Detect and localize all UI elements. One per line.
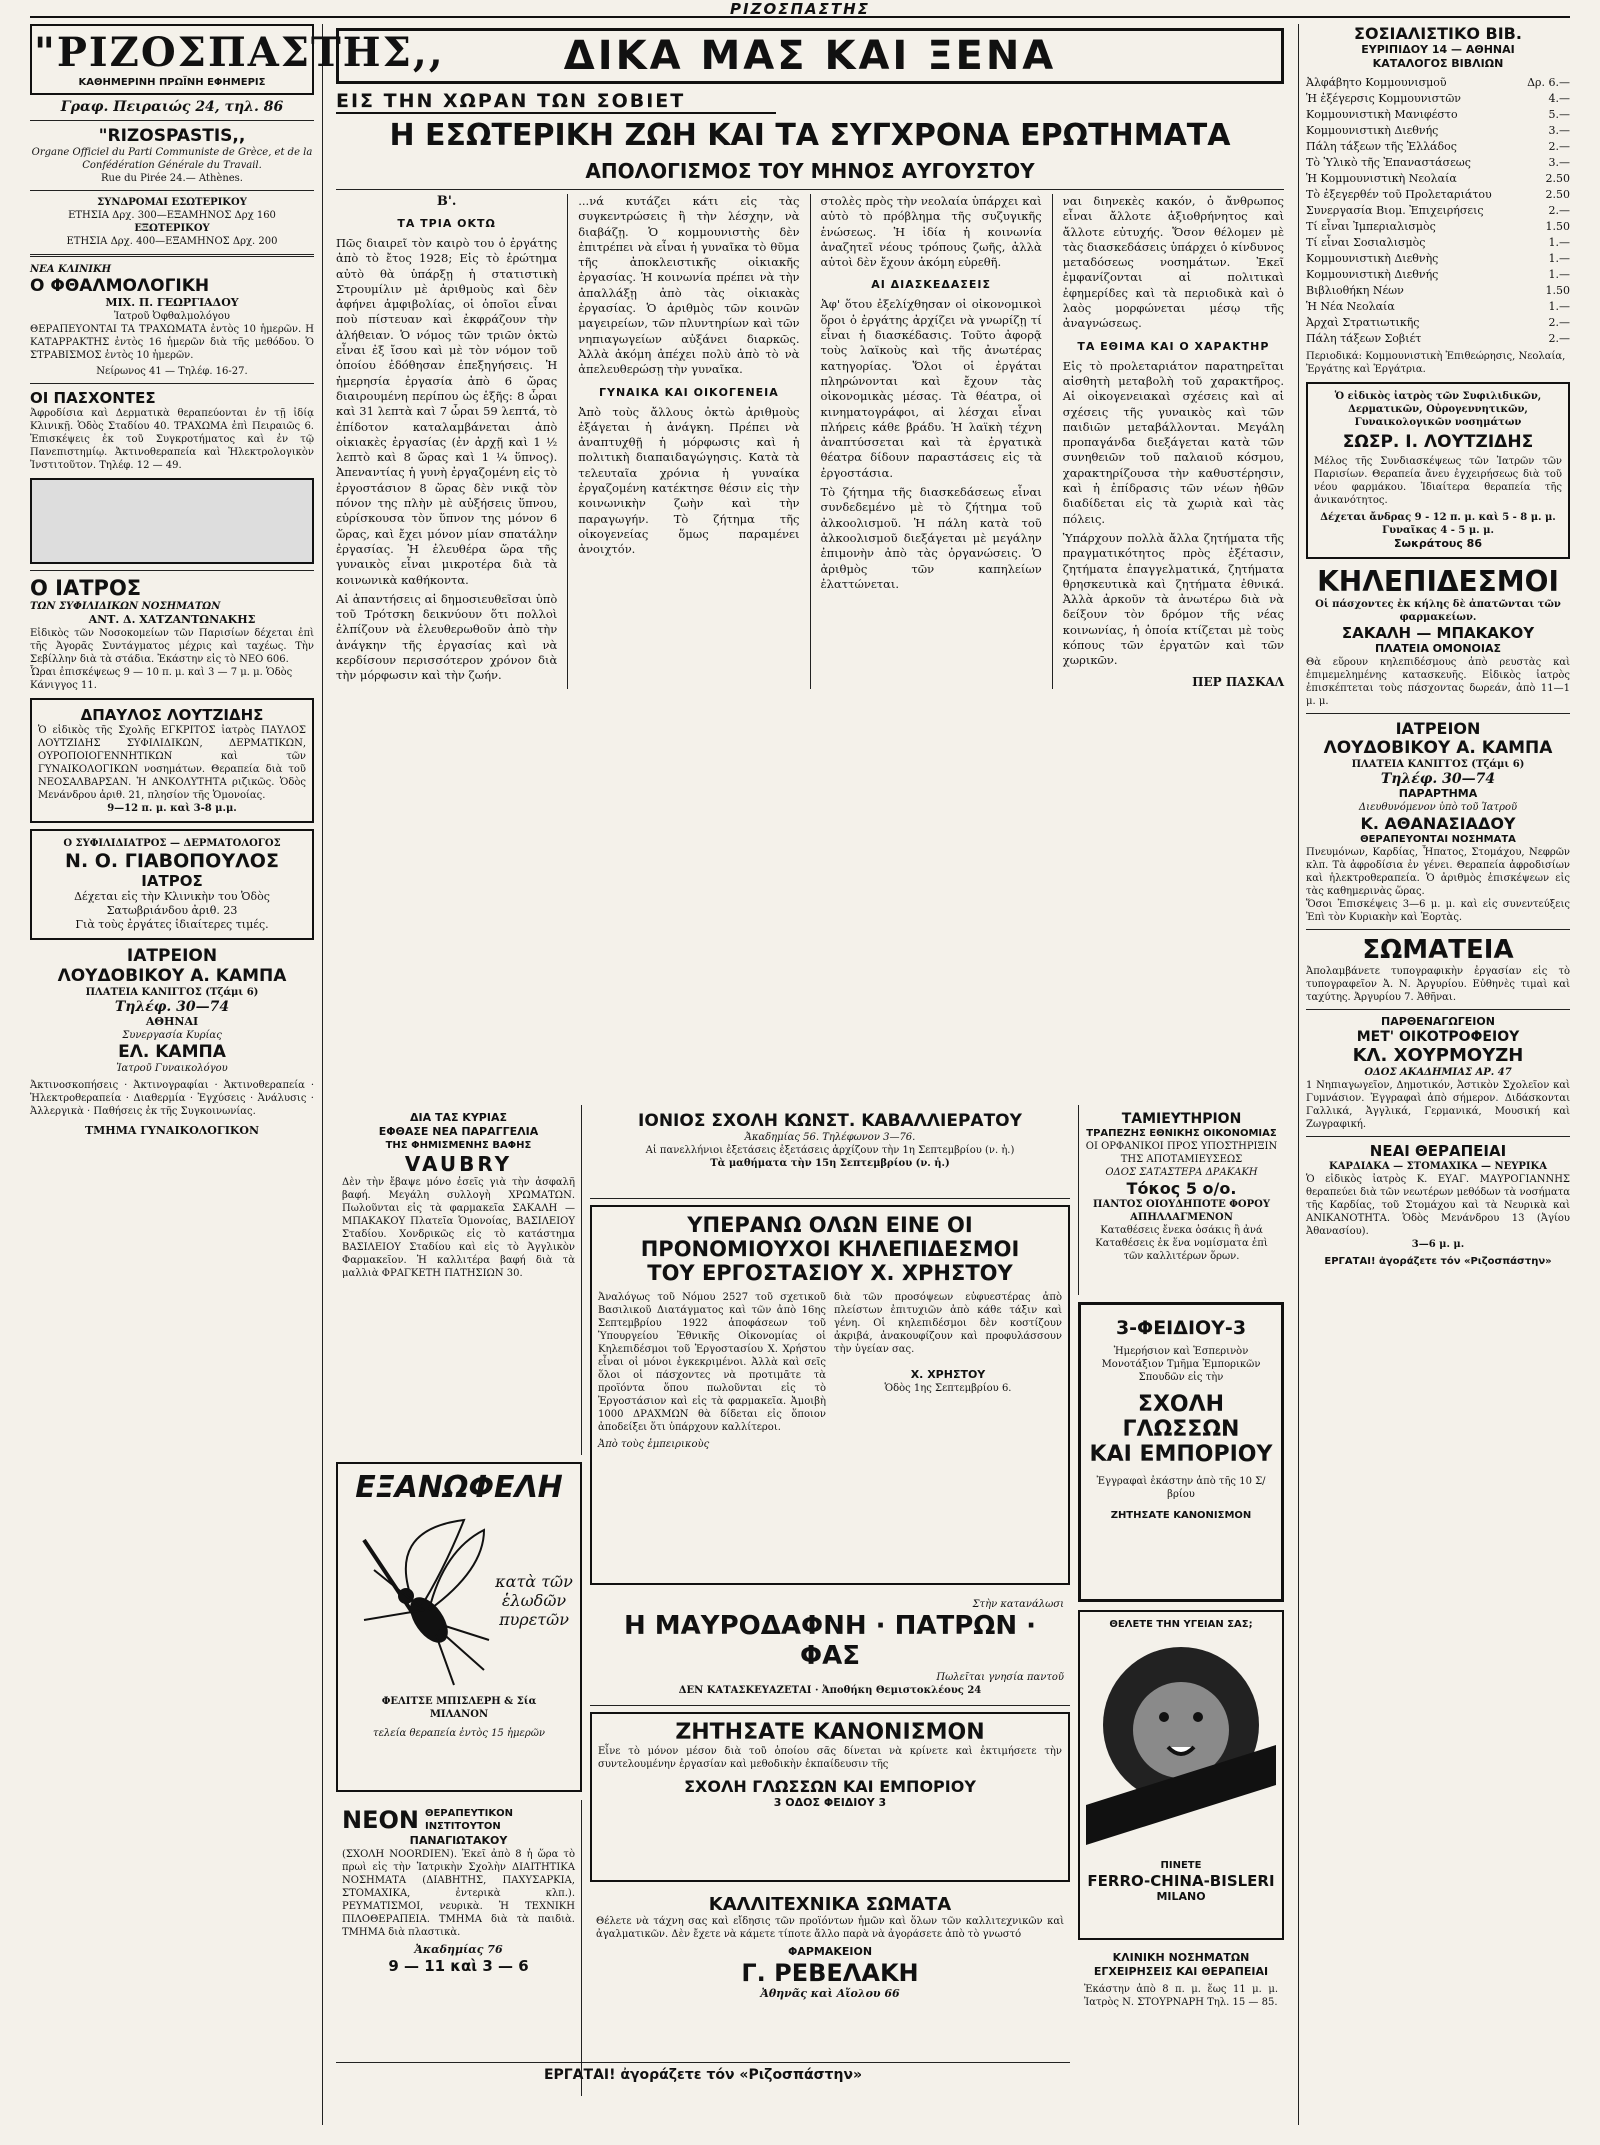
lion-icon bbox=[1086, 1635, 1276, 1855]
book-price: 1.— bbox=[1548, 252, 1570, 265]
kampa2-sub: ΘΕΡΑΠΕΥΟΝΤΑΙ ΝΟΣΗΜΑΤΑ bbox=[1360, 834, 1516, 845]
doctor-text: Εἰδικὸς τῶν Νοσοκομείων τῶν Παρισίων δέχεται ἐπὶ τῆς Ἀγορᾶς Συντάγματος μέχρις καὶ ταχέως. Τὴν Σεβίλλην διὰ τὰ στάδια. Ἐκάστην εἰς τὸ ΝΕΟ 606. bbox=[30, 628, 314, 665]
vaubry-text: Δὲν τὴν ἔβαψε μόνο ἐσεῖς γιὰ τὴν ἀσφαλῆ βαφή. Μεγάλη συλλογὴ ΧΡΩΜΑΤΩΝ. Πωλοῦνται εἰς τὰ φαρμακεῖα ΣΑΚΑΛΗ — ΜΠΑΚΑΚΟΥ Πλατεῖα Ὁμονοίας, ΒΑΣΙΛΕΙΟΥ Σταδίου. Χονδρικῶς εἰς τὸ κατάστημα ΒΑΣΙΛΕΙΟΥ Σταδίου καὶ εἰς τὸ Ἀγγλικὸν Φαρμακεῖον. Ἡ καλλιτέρα βαφή διὰ τὰ μαλλιὰ ΦΡΑΓΚΕΤΗ ΠΑΤΗΣΙΩΝ 30. bbox=[342, 1177, 575, 1279]
vaubry-head: ΔΙΑ ΤΑΣ ΚΥΡΙΑΣ bbox=[410, 1111, 507, 1124]
book-price: 2.50 bbox=[1545, 172, 1570, 185]
exanofeli-maker: ΦΕΛΙΤΣΕ ΜΠΙΣΛΕΡΗ & Σία bbox=[381, 1696, 537, 1707]
book-title: Πάλη τάξεων Σοβιέτ bbox=[1306, 332, 1422, 345]
subs-head: ΣΥΝΔΡΟΜΑΙ ΕΣΩΤΕΡΙΚΟΥ bbox=[97, 197, 247, 208]
bank-text3: Καταθέσεις ἔνεκα ὁσάκις ἢ ἀνά Καταθέσεις ἐκ ἕνα νομίσματα ἐπὶ τῶν καλλιτέρων ὅρων. bbox=[1095, 1225, 1268, 1262]
bank-text: ΟΙ ΟΡΦΑΝΙΚΟΙ ΠΡΟΣ ΥΠΟΣΤΗΡΙΞΙΝ ΤΗΣ ΑΠΟΤΑΜΙΕΥΣΕΩΣ bbox=[1085, 1141, 1278, 1165]
article-col-1 bbox=[336, 194, 557, 689]
book-price: 2.— bbox=[1548, 140, 1570, 153]
latin-address: Rue du Pirée 24.— Athènes. bbox=[101, 173, 243, 184]
kampa-name: ΛΟΥΔΟΒΙΚΟΥ Α. ΚΑΜΠΑ bbox=[57, 966, 287, 986]
ferro-city: MILANO bbox=[1156, 1890, 1206, 1903]
christou-ad bbox=[590, 1205, 1070, 1585]
article-paragraph: Τὸ ζήτημα τῆς διασκεδάσεως εἶναι συνδεδεμένο μὲ τὸ ζήτημα τοῦ ἀλκοολισμοῦ. Ἡ πάλη κατὰ τοῦ ἀλκοολισμοῦ διεξάγεται μὲ μεγάλην ἐπιμονὴν ἀπὸ τὰς ὀργανώσεις. Ὁ ἀριθμὸς τῶν καπηλείων ἐλαττώνεται. bbox=[820, 485, 1042, 591]
new-therapies-sub: ΚΑΡΔΙΑΚΑ — ΣΤΟΜΑΧΙΚΑ — ΝΕΥΡΙΚΑ bbox=[1328, 1161, 1548, 1172]
christou-head-3: ΤΟΥ ΕΡΓΟΣΤΑΣΙΟΥ Χ. ΧΡΗΣΤΟΥ bbox=[647, 1261, 1013, 1285]
doctor-sub: ΤΩΝ ΣΥΦΙΛΙΔΙΚΩΝ ΝΟΣΗΜΑΤΩΝ bbox=[30, 601, 221, 612]
book-title: Κομμουνιστικὴ Διεθνής bbox=[1306, 268, 1439, 281]
column-rule bbox=[1298, 24, 1299, 2125]
book-list-item bbox=[1306, 331, 1570, 347]
christou-sign: Χ. ΧΡΗΣΤΟΥ bbox=[910, 1368, 986, 1381]
book-list-item bbox=[1306, 251, 1570, 267]
giavopoulos-tag: Ο ΣΥΦΙΛΙΔΙΑΤΡΟΣ — ΔΕΡΜΑΤΟΛΟΓΟΣ bbox=[63, 838, 281, 849]
vaubry-sub2: ΤΗΣ ΦΗΜΙΣΜΕΝΗΣ ΒΑΦΗΣ bbox=[385, 1140, 532, 1151]
new-therapies-text: Ὁ εἰδικὸς ἰατρὸς Κ. ΕΥΑΓ. ΜΑΥΡΟΓΙΑΝΝΗΣ θεραπεύει διὰ τῶν νεωτέρων μεθόδων τὰ νοσήματα τῆς Καρδίας, τοῦ Στομάχου καὶ τὰ Νευρικὰ καὶ ΑΝΙΚΑΝΟΤΗΤΑ. Ὁδὸς Μενάνδρου 13 (Ἀγίου Ἀθανασίου). bbox=[1306, 1174, 1570, 1237]
doctor-hours: Ὧραι ἐπισκέψεως 9 — 10 π. μ. καὶ 3 — 7 μ. μ. Ὁδὸς Κάνιγγος 11. bbox=[30, 667, 293, 691]
mavrodafni-pre: Στὴν κατανάλωσι bbox=[972, 1599, 1064, 1610]
article-author: ΠΕΡ ΠΑΣΚΑΛ bbox=[1192, 674, 1284, 689]
giavopoulos-ad bbox=[30, 829, 314, 940]
bookshop-address: ΕΥΡΙΠΙΔΟΥ 14 — ΑΘΗΝΑΙ bbox=[1361, 43, 1515, 56]
book-title: Πάλη τάξεων τῆς Ἑλλάδος bbox=[1306, 140, 1457, 153]
sufferers-text: Ἀφροδίσια καὶ Δερματικὰ θεραπεύονται ἐν τῇ ἰδίᾳ Κλινικῇ. Ὁδὸς Σταδίου 40. ΤΡΑΧΩΜΑ ἐπὶ Πειραιῶς 6. Ἐπισκέψεις ἐκ τοῦ Συγκροτήματος καὶ ἐν τῷ Πανεπιστημίῳ. Ἀκτινοθεραπεία καὶ Ἡλεκτρολογικὸν Ἰνστιτοῦτον. Τηλέφ. 12 — 49. bbox=[30, 408, 314, 471]
girls-school-sub: ΜΕΤ' ΟΙΚΟΤΡΟΦΕΙΟΥ bbox=[1356, 1029, 1520, 1045]
latin-name: "RIZOSPASTIS,, bbox=[98, 126, 246, 146]
article-title: Η ΕΣΩΤΕΡΙΚΗ ΖΩΗ ΚΑΙ ΤΑ ΣΥΓΧΡΟΝΑ ΕΡΩΤΗΜΑΤΑ bbox=[389, 118, 1231, 153]
book-list-item bbox=[1306, 283, 1570, 299]
article-section-head: ΑΙ ΔΙΑΣΚΕΔΑΣΕΙΣ bbox=[871, 278, 992, 292]
kampa-city: ΑΘΗΝΑΙ bbox=[145, 1015, 199, 1028]
article-paragraph: Ἀπὸ τοὺς ἄλλους ὀκτὼ ἀριθμοὺς ἐξάγεται ἡ ἀνάγκη. Πρέπει νὰ ἀναπτυχθῇ ἡ μόρφωσις καὶ ἡ πολιτικὴ διαπαιδαγώγησις. Κατὰ τὰ τελευταῖα χρόνια ἡ γυναίκα ἐργαζομένη κατέκτησε θέσιν εἰς τὴν κοινωνικὴν ζωὴν καὶ τὴν παραγωγήν. Τὸ ζήτημα τῆς οἰκογενείας ὅμως παραμένει ἀνοιχτόν. bbox=[578, 404, 800, 557]
christou-text2: διὰ τῶν προσόψεων εὐφυεστέρας ἀπὸ πλείστων ἐπιτυχιῶν ἀπὸ κάθε τάξιν καὶ γένη. Οἱ κηλεπιδέσμοι δὲν κοστίζουν ἀκριβά, ἀνακουφίζουν καὶ προφυλάσσουν τὴν ὑγείαν σας. bbox=[834, 1292, 1062, 1355]
book-title: Βιβλιοθήκη Νέων bbox=[1306, 284, 1404, 297]
vaubry-name: VAUBRY bbox=[404, 1152, 513, 1176]
kampa2-text: Πνευμόνων, Καρδίας, Ἧπατος, Στομάχου, Νεφρῶν κλπ. Τὰ ἀφροδίσια ἐν γένει. Θεραπεία ἀφροδισίων καὶ ἡλεκτροθεραπεία. Ὁ ἀριθμὸς ἐπισκέψεων εἰς τὰς καθημερινὰς ὥρας. bbox=[1306, 847, 1570, 897]
right-column bbox=[1306, 24, 1570, 2125]
article-subtitle: ΑΠΟΛΟΓΙΣΜΟΣ ΤΟΥ ΜΗΝΟΣ ΑΥΓΟΥΣΤΟΥ bbox=[585, 159, 1035, 183]
cavalieratos-text: Αἱ πανελλήνιοι ἐξετάσεις ἐξετάσεις ἀρχίζουν τὴν 1η Σεπτεμβρίου (ν. ἡ.) bbox=[645, 1145, 1015, 1156]
book-list-item bbox=[1306, 267, 1570, 283]
louzidis-text: Ὁ εἰδικὸς τῆς Σχολῆς ΕΓΚΡΙΤΟΣ ἰατρὸς ΠΑΥΛΟΣ ΛΟΥΤΖΙΔΗΣ ΣΥΦΙΛΙΔΙΚΩΝ, ΔΕΡΜΑΤΙΚΩΝ, ΟΥΡΟΠΟΙΟΓΕΝΝΗΤΙΚΩΝ καὶ τῶν ΓΥΝΑΙΚΟΛΟΓΙΚΩΝ νοσημάτων. Θεραπεία διὰ τοῦ ΝΕΟΣΑΛΒΑΡΣΑΝ. Ἡ ΑΝΚΟΛΥΤΗΤΑ ριζικῶς. Ὁδὸς Μενάνδρου ἀριθ. 21, πλησίον τῆς Ὁμονοίας. bbox=[38, 725, 306, 801]
cavalieratos-sub: Ἀκαδημίας 56. Τηλέφωνον 3—76. bbox=[744, 1132, 916, 1143]
book-title: Ἀλφάβητο Κομμουνισμοῦ bbox=[1306, 76, 1447, 89]
book-price: 1.50 bbox=[1545, 220, 1570, 233]
giavopoulos-text: Δέχεται εἰς τὴν Κλινικὴν του Ὁδὸς Σατωβριάνδου ἀριθ. 23 bbox=[74, 890, 270, 917]
feidiou-text2: Ἐγγραφαὶ ἐκάστην ἀπὸ τῆς 10 Σ/βρίου bbox=[1096, 1476, 1266, 1500]
book-list-item bbox=[1306, 107, 1570, 123]
revelakis-firm1: ΦΑΡΜΑΚΕΙΟΝ bbox=[787, 1945, 873, 1958]
bank-sub: ΤΡΑΠΕΖΗΣ ΕΘΝΙΚΗΣ ΟΙΚΟΝΟΜΙΑΣ bbox=[1086, 1128, 1277, 1139]
kampa-ad bbox=[30, 946, 314, 1138]
revelakis-ad bbox=[590, 1888, 1070, 2050]
exanofeli-name: ΕΞΑΝΩΦΕΛΗ bbox=[355, 1470, 563, 1505]
article-paragraph: Αἱ ἀπαντήσεις αἱ δημοσιευθεῖσαι ὑπὸ τοῦ Τρότσκη δεικνύουν ὅτι πολλοὶ ἐλπίζουν νὰ ἐλευθερωθοῦν ἀπὸ τὴν ἀνάγκην τῆς ἐργασίας καὶ νὰ κερδίσουν περισσότερον χρόνον διὰ τὴν μόρφωσιν καὶ τὴν ζωήν. bbox=[336, 591, 558, 683]
subs-foreign: ΕΤΗΣΙΑ Δρχ. 400—ΕΞΑΜΗΝΟΣ Δρχ. 200 bbox=[66, 236, 278, 247]
hernia-belts-firm: ΣΑΚΑΛΗ — ΜΠΑΚΑΚΟΥ bbox=[1341, 624, 1535, 642]
mavrodafni-head: Η ΜΑΥΡΟΔΑΦΝΗ · ΠΑΤΡΩΝ · ΦΑΣ bbox=[623, 1611, 1037, 1671]
book-title: Κομμουνιστικὴ Μανιφέστο bbox=[1306, 108, 1458, 121]
giavopoulos-name: Ν. Ο. ΓΙΑΒΟΠΟΥΛΟΣ bbox=[65, 850, 279, 872]
book-list-item bbox=[1306, 187, 1570, 203]
kampa-sub: Συνεργασία Κυρίας bbox=[122, 1030, 222, 1041]
surgery-text: Ἐκάστην ἀπὸ 8 π. μ. ἕως 11 μ. μ. Ἰατρὸς Ν. ΣΤΟΥΡΝΑΡΗ Τηλ. 15 — 85. bbox=[1084, 1984, 1278, 2008]
kampa2-name: ΛΟΥΔΟΒΙΚΟΥ Α. ΚΑΜΠΑ bbox=[1323, 738, 1553, 758]
savings-bank-ad bbox=[1078, 1105, 1284, 1295]
book-title: Ἀρχαὶ Στρατιωτικῆς bbox=[1306, 316, 1420, 329]
cavalieratos-head: ΙΟΝΙΟΣ ΣΧΟΛΗ ΚΩΝΣΤ. ΚΑΒΑΛΛΙΕΡΑΤΟΥ bbox=[638, 1111, 1022, 1131]
louzidis-initial: Δ bbox=[80, 706, 93, 724]
mosquito-icon bbox=[344, 1510, 494, 1690]
clinic-title: Ο ΦΘΑΛΜΟΛΟΓΙΚΗ bbox=[30, 276, 210, 296]
revelakis-text: Θέλετε νὰ τάχνη σας καὶ εἴδησις τῶν προϊόντων ἡμῶν καὶ ὅλων τῶν καλλιτεχνικῶν καὶ ἀγαλματικῶν. Δὲν ἔχετε νὰ κάμετε τίποτε ἄλλο παρὰ νὰ ἀγοράσετε ἀπὸ τὸ γνωστό bbox=[596, 1916, 1064, 1940]
kampa2-dir: Διευθυνόμενον ὑπὸ τοῦ Ἰατροῦ bbox=[1358, 802, 1518, 813]
lt-doctor-ad bbox=[1306, 382, 1570, 559]
hernia-belts-text: Θὰ εὕρουν κηλεπιδέσμους ἀπὸ ρευστὰς καὶ ἐπιμεμελημένης κατασκευῆς. Εἰδικὸς ἰατρὸς ἐπισκέπτεται τοὺς πάσχοντας δωρεάν, ἀπὸ 11—1 μ. μ. bbox=[1306, 657, 1570, 707]
bank-head: ΤΑΜΙΕΥΤΗΡΙΟΝ bbox=[1121, 1111, 1242, 1127]
bank-text2: ΠΑΝΤΟΣ ΟΙΟΥΔΗΠΟΤΕ ΦΟΡΟΥ ΑΠΗΛΛΑΓΜΕΝΟΝ bbox=[1093, 1199, 1270, 1223]
book-price: 4.— bbox=[1548, 92, 1570, 105]
article-section-head: ΤΑ ΕΘΙΜΑ ΚΑΙ Ο ΧΑΡΑΚΤΗΡ bbox=[1077, 339, 1270, 353]
feidiou-school-ad bbox=[1078, 1302, 1284, 1602]
girls-school-address: ΟΔΟΣ ΑΚΑΔΗΜΙΑΣ ΑΡ. 47 bbox=[1364, 1067, 1512, 1078]
feidiou-call: ΖΗΤΗΣΑΤΕ ΚΑΝΟΝΙΣΜΟΝ bbox=[1110, 1510, 1252, 1521]
subs-domestic: ΕΤΗΣΙΑ Δρχ. 300—ΕΞΑΜΗΝΟΣ Δρχ 160 bbox=[68, 210, 276, 221]
book-title: Ἡ Νέα Νεολαία bbox=[1306, 300, 1395, 313]
book-price: 2.— bbox=[1548, 332, 1570, 345]
book-title: Κομμουνιστικὴ Διεθνὴς bbox=[1306, 252, 1439, 265]
christou-from: Ἀπὸ τοὺς ἐμπειρικοὺς bbox=[598, 1439, 710, 1450]
mavrodafni-sub: Πωλεῖται γνησία παντοῦ bbox=[936, 1672, 1064, 1683]
bookshop-title: ΚΑΤΑΛΟΓΟΣ ΒΙΒΛΙΩΝ bbox=[1372, 57, 1504, 70]
article-section-head: ΓΥΝΑΙΚΑ ΚΑΙ ΟΙΚΟΓΕΝΕΙΑ bbox=[598, 385, 779, 399]
neon-head: ΝΕΟΝ bbox=[342, 1806, 419, 1834]
article-paragraph: Ἀφ' ὅτου ἐξελίχθησαν οἱ οἰκονομικοὶ ὅροι ὁ ἐργάτης ἀρχίζει νὰ γνωρίζῃ τί εἶναι ἡ διασκέδασις. Τοῦτο ἀφορᾷ τοὺς λαϊκοὺς καὶ τῆς ἀνωτέρας κατηγορίας. Ὅλοι οἱ ἐργάται πληρώνονται καὶ ἔχουν τὰς οἰκονομικὰς μέσας. Τὰ θέατρα, οἱ κινηματογράφοι, αἱ λέσχαι εἶναι πλήρεις κάθε βράδυ. Ἡ λαϊκὴ τέχνη ἀναπτύσσεται καὶ τὰ ἐργατικὰ θέατρα δίδουν παραστάσεις εἰς τὰ ἐργοστάσια. bbox=[820, 297, 1042, 480]
masthead-address: Γραφ. Πειραιώς 24, τηλ. 86 bbox=[60, 99, 284, 115]
book-list-item bbox=[1306, 155, 1570, 171]
kampa-address: ΠΛΑΤΕΙΑ ΚΑΝΙΓΓΟΣ (Τζάμι 6) bbox=[85, 987, 259, 998]
ferro-drink: ΠΙΝΕΤΕ bbox=[1160, 1860, 1202, 1871]
article-section-head: ΤΑ ΤΡΙΑ ΟΚΤΩ bbox=[397, 217, 496, 230]
neon-sub: ΘΕΡΑΠΕΥΤΙΚΟΝ ΙΝΣΤΙΤΟΥΤΟΝ bbox=[424, 1808, 513, 1832]
lt-text: Μέλος τῆς Συνδιασκέψεως τῶν Ἰατρῶν τῶν Παρισίων. Θεραπεία ἄνευ ἐγχειρήσεως διὰ τοῦ νέου φαρμάκου. Ἰδιαίτερα θεραπεία τῆς ἀνικανότητος. bbox=[1314, 456, 1562, 506]
subs-head-foreign: ΕΞΩΤΕΡΙΚΟΥ bbox=[134, 223, 210, 234]
book-list-item bbox=[1306, 171, 1570, 187]
masthead-name: "ΡΙΖΟΣΠΑΣΤΗΣ,, bbox=[34, 29, 445, 76]
kampa2-tel: Τηλέφ. 30—74 bbox=[1380, 771, 1496, 787]
school-head: ΖΗΤΗΣΑΤΕ ΚΑΝΟΝΙΣΜΟΝ bbox=[675, 1720, 985, 1745]
book-list-item bbox=[1306, 91, 1570, 107]
book-price: 1.— bbox=[1548, 236, 1570, 249]
exanofeli-cure: τελεία θεραπεία ἐντὸς 15 ἡμερῶν bbox=[373, 1728, 545, 1739]
book-title: Τί εἶναι Ἰμπεριαλισμὸς bbox=[1306, 220, 1436, 233]
main-banner bbox=[336, 28, 1284, 84]
book-list-item bbox=[1306, 219, 1570, 235]
kampa-department: ΤΜΗΜΑ ΓΥΝΑΙΚΟΛΟΓΙΚΟΝ bbox=[84, 1124, 260, 1137]
cavalieratos-ad bbox=[590, 1105, 1070, 1199]
kampa2-text2: Ὅσοι Ἐπισκέψεις 3—6 μ. μ. καὶ εἰς συνεντεύξεις Ἐπὶ τὸν Κυριακὴν καὶ Ἑορτὰς. bbox=[1306, 899, 1570, 923]
lt-address: Σωκράτους 86 bbox=[1394, 537, 1482, 550]
louzidis-name: ΠΑΥΛΟΣ ΛΟΥΤΖΙΔΗΣ bbox=[92, 706, 264, 724]
hernia-belts-address: ΠΛΑΤΕΙΑ ΟΜΟΝΟΙΑΣ bbox=[1374, 642, 1501, 655]
revelakis-head: ΚΑΛΛΙΤΕΧΝΙΚΑ ΣΩΜΑΤΑ bbox=[708, 1894, 952, 1915]
kampa-list: Ἀκτινοσκοπήσεις · Ἀκτινογραφίαι · Ἀκτινοθεραπεία · Ἡλεκτροθεραπεία · Διαθερμία · Ἐγχύσεις · Ἀνάλυσις · Ἀλλεργικὰ · Παθήσεις ἐκ τῆς Συγκοινωνίας. bbox=[30, 1080, 314, 1117]
article-paragraph: Πῶς διαιρεῖ τὸν καιρὸ του ὁ ἐργάτης ἀπὸ τὸ ἔτος 1928; Εἰς τὸ ἐρώτημα αὐτὸ θὰ ὑπάρξῃ ἡ στατιστικὴ Στρουμίλιν μὲ ἀριθμοὺς καὶ δὲν ἀφήνει ἀμφιβολίας, οἱ ὁποῖοι εἶναι ποὺ πίστευαν καὶ ἐκφράζουν τὴν ἀλήθειαν. Ὁ νόμος τῶν τριῶν ὀκτὼ εἶναι ἐξ ἴσου καὶ μὲ τὸν νόμον τοῦ ὁποίου ἐδόθησαν ἐπεξηγήσεις. Ἡ ἡμερησία ἐργασία ἀπὸ 6 ὥρας διαιρουμένη περίπου ὡς ἑξῆς: 8 ὧραι καὶ 31 λεπτὰ καὶ 7 ὧραι 59 λεπτά, τὸ ἐπίδοτον καταλαμβάνεται ἀπὸ οἰκιακὲς ἐργασίας (ἐν ἀρχῇ καὶ 1 ½ λεπτὸ καὶ 8 ὥρας καὶ 1 ¼ ὕπνος). Ἀπεναντίας ἡ γυνὴ ἐργαζομένη εἰς τὸ ἐργοστάσιον 8 ὥρας δὲν νικᾷ τὸν πόνον της πλὴν μὲ αὐξήσεις ὕπνου, εὑρίσκουσα τὸν ὕπνον της μόνον 6 ὥρας, καὶ ἔχει μόνον μίαν σπατάλην ἐργασίας. Ἡ ἐλευθέρα ὥρα τῆς γυναικὸς εἶναι μικροτέρα διὰ τὰ κοινωνικὰ καθήκοντα. bbox=[336, 236, 558, 587]
book-list bbox=[1306, 75, 1570, 347]
new-therapies-hours: 3—6 μ. μ. bbox=[1411, 1239, 1465, 1250]
running-head: ΡΙΖΟΣΠΑΣΤΗΣ bbox=[30, 0, 1570, 18]
mavrodafni-line: ΔΕΝ ΚΑΤΑΣΚΕΥΑΖΕΤΑΙ · Ἀποθήκη Θεμιστοκλέους 24 bbox=[678, 1685, 982, 1696]
article-col-4 bbox=[1063, 194, 1284, 689]
article-col-3 bbox=[821, 194, 1042, 689]
kampa2-doctor: Κ. ΑΘΑΝΑΣΙΑΔΟΥ bbox=[1360, 814, 1516, 833]
unions-text: Ἀπολαμβάνετε τυπογραφικὴν ἐργασίαν εἰς τὸ τυπογραφεῖον Ἀ. Ν. Ἀργυρίου. Εὐθηνὲς τιμαὶ καὶ ταχύτης. Ἀργυρίου 7. Ἀθῆναι. bbox=[1306, 966, 1570, 1003]
ferro-name: FERRO-CHINA-BISLERI bbox=[1087, 1872, 1275, 1890]
giavopoulos-role: ΙΑΤΡΟΣ bbox=[141, 872, 203, 890]
surgery-clinic-ad bbox=[1078, 1945, 1284, 2055]
new-therapies-head: ΝΕΑΙ ΘΕΡΑΠΕΙΑΙ bbox=[1369, 1142, 1507, 1160]
article-paragraph: Ὑπάρχουν πολλὰ ἄλλα ζητήματα τῆς πραγματικότητος πρὸς ἐξέτασιν, ζητήματα ἐπαγγελματικά, ζητήματα θρησκευτικὰ καὶ ζητήματα ἐθνικά. Ἀλλὰ ἀρκοῦν τὰ ἀνωτέρω διὰ νὰ δείξουν τὸν δρόμον τῆς νέας κοινωνίας, ἡ ὁποία κτίζεται μὲ τοὺς κόπους τῶν ἐργατῶν καὶ τῶν χωρικῶν. bbox=[1062, 530, 1284, 668]
revelakis-address: Ἀθηνᾶς καὶ Αἴολου 66 bbox=[760, 1987, 900, 2000]
clinic-text: ΘΕΡΑΠΕΥΟΝΤΑΙ ΤΑ ΤΡΑΧΩΜΑΤΑ ἐντὸς 10 ἡμερῶν. Η ΚΑΤΑΡΡΑΚΤΗΣ ἐντὸς 16 ἡμερῶν διὰ τῆς μεθόδου. Ὁ ΣΤΡΑΒΙΣΜΟΣ ἐντὸς 10 ἡμερῶν. bbox=[30, 324, 314, 361]
giavopoulos-text2: Γιὰ τοὺς ἐργάτες ἰδιαίτερες τιμές. bbox=[75, 918, 269, 931]
article bbox=[336, 90, 1284, 1100]
revelakis-firm2: Γ. ΡΕΒΕΛΑΚΗ bbox=[741, 1959, 919, 1987]
book-list-item bbox=[1306, 235, 1570, 251]
article-paragraph: στολὲς πρὸς τὴν νεολαία ὑπάρχει καὶ αὐτὸ τὸ πρόβλημα τῆς συζυγικῆς ἑνώσεως. Ἡ ἰδία ἡ κοινωνία ἀναζητεῖ νέους τρόπους ζωῆς, ἀλλὰ αὐτοὶ δὲν ἔχουν ἀκόμη εὑρεθῆ. bbox=[820, 194, 1042, 270]
clinic-doctor: ΜΙΧ. Π. ΓΕΩΡΓΙΑΔΟΥ bbox=[105, 296, 239, 309]
school-address: 3 ΟΔΟΣ ΦΕΙΔΙΟΥ 3 bbox=[773, 1796, 887, 1809]
girls-school-name: ΚΛ. ΧΟΥΡΜΟΥΖΗ bbox=[1352, 1045, 1524, 1066]
masthead bbox=[30, 24, 445, 95]
kampa2-branch: ΠΑΡΑΡΤΗΜΑ bbox=[1398, 787, 1478, 800]
christou-head-1: ΥΠΕΡΑΝΩ ΟΛΩΝ ΕΙΝΕ ΟΙ bbox=[687, 1213, 973, 1237]
feidiou-head: 3-ΦΕΙΔΙΟΥ-3 bbox=[1115, 1317, 1247, 1339]
neon-hours: 9 — 11 καὶ 3 — 6 bbox=[388, 1957, 529, 1975]
neon-institute-ad bbox=[336, 1800, 582, 2096]
school-name: ΣΧΟΛΗ ΓΛΩΣΣΩΝ ΚΑΙ ΕΜΠΟΡΙΟΥ bbox=[684, 1777, 976, 1796]
bookshop-note: Περιοδικά: Κομμουνιστικὴ Ἐπιθεώρησις, Νεολαία, Ἐργάτης καὶ Ἑργάτρια. bbox=[1306, 351, 1566, 375]
girls-school-head: ΠΑΡΘΕΝΑΓΩΓΕΙΟΝ bbox=[1381, 1015, 1495, 1028]
neon-address: Ἀκαδημίας 76 bbox=[414, 1943, 503, 1956]
column-rule bbox=[322, 24, 323, 2125]
book-price: 2.50 bbox=[1545, 188, 1570, 201]
exanofeli-ad bbox=[336, 1462, 582, 1792]
lt-tag: Ὁ εἰδικὸς ἰατρὸς τῶν Συφιλιδικῶν, Δερματικῶν, Οὐρογεννητικῶν, Γυναικολογικῶν νοσημάτων bbox=[1334, 391, 1542, 428]
kampa2-address: ΠΛΑΤΕΙΑ ΚΑΝΙΓΓΟΣ (Τζάμι 6) bbox=[1351, 759, 1525, 770]
cavalieratos-text2: Τὰ μαθήματα τὴν 15η Σεπτεμβρίου (ν. ἡ.) bbox=[710, 1158, 950, 1169]
book-list-item bbox=[1306, 75, 1570, 91]
ferro-top: ΘΕΛΕΤΕ ΤΗΝ ΥΓΕΙΑΝ ΣΑΣ; bbox=[1109, 1619, 1253, 1630]
kampa-head: ΙΑΤΡΕΙΟΝ bbox=[126, 946, 218, 966]
neon-text: (ΣΧΟΛΗ NOORDIEN). Ἐκεῖ ἀπὸ 8 ἡ ὥρα τὸ πρωὶ εἰς τὴν Ἰατρικὴν Σχολὴν ΔΙΑΙΤΗΤΙΚΑ ΝΟΣΗΜΑΤΑ (ΔΙΑΒΗΤΗΣ, ΠΑΧΥΣΑΡΚΙΑ, ΣΤΟΜΑΧΙΚΑ, ἐντερικὰ κλπ.). ΡΕΥΜΑΤΙΣΜΟΙ, νευρικὰ. Ἡ ΤΕΧΝΙΚΗ ΠΙΛΟΘΕΡΑΠΕΙΑ. ΤΜΗΜΑ διὰ τὰ παιδιὰ. ΤΜΗΜΑ διὰ πλαστικὰ. bbox=[342, 1849, 575, 1938]
louzidis-ad bbox=[30, 698, 314, 823]
exanofeli-city: ΜΙΛΑΝΟΝ bbox=[429, 1709, 489, 1720]
language-school-ad bbox=[590, 1712, 1070, 1882]
book-price: 5.— bbox=[1548, 108, 1570, 121]
latin-desc: Organe Officiel du Parti Communiste de Grèce, et de la Confédération Générale du Travail. bbox=[31, 147, 313, 171]
school-text: Εἶνε τὸ μόνον μέσον διὰ τοῦ ὁποίου σᾶς δίνεται νὰ κρίνετε καὶ ἐκτιμήσετε τὴν συντελουμένην ἐργασίαν καὶ μεθοδικὴν ἐκπαίδευσιν τῆς bbox=[598, 1746, 1062, 1770]
christou-head-2: ΠΡΟΝΟΜΙΟΥΧΟΙ ΚΗΛΕΠΙΔΕΣΜΟΙ bbox=[640, 1237, 1020, 1261]
girls-school-text: 1 Νηπιαγωγεῖον, Δημοτικόν, Ἀστικὸν Σχολεῖον καὶ Γυμνάσιον. Ἐγγραφαὶ ἀπὸ σήμερον. Διδάσκονται Γαλλικά, Ἀγγλικά, Γερμανικά, Μουσική καὶ Ζωγραφική. bbox=[1306, 1080, 1570, 1130]
feidiou-name1: ΣΧΟΛΗ ΓΛΩΣΣΩΝ bbox=[1122, 1392, 1240, 1442]
book-list-item bbox=[1306, 299, 1570, 315]
kampa-tel: Τηλέφ. 30—74 bbox=[114, 999, 230, 1015]
book-price: 2.— bbox=[1548, 204, 1570, 217]
book-title: Ἡ ἐξέγερσις Κομμουνιστῶν bbox=[1306, 92, 1461, 105]
kampa-lady: ΕΛ. ΚΑΜΠΑ bbox=[118, 1042, 226, 1062]
article-paragraph: ναι διηνεκὲς κακόν, ὁ ἄνθρωπος εἶναι ἄλλοτε ἀξιοθρήνητος καὶ ἄλλοτε εὐτυχής. Ὅσον θέλομεν μὲ τὰς διασκεδάσεις ὑπάρχει ὁ κίνδυνος μεταδόσεως νοσημάτων. Ἐκεῖ ἐμφανίζονται αἱ πολιτικαὶ ἐφημερίδες καὶ τὰ περιοδικὰ καὶ ὁ λαὸς μορφώνεται μέσῳ τῆς ἀναγνώσεως. bbox=[1062, 194, 1284, 331]
book-title: Ἡ Κομμουνιστικὴ Νεολαία bbox=[1306, 172, 1457, 185]
hernia-belts-sub: Οἱ πάσχοντες ἐκ κήλης δὲ ἀπατῶνται τῶν φαρμακείων. bbox=[1315, 599, 1561, 623]
book-title: Τὸ Ὑλικὸ τῆς Ἐπαναστάσεως bbox=[1306, 156, 1471, 169]
bank-rate: Τόκος 5 ο/ο. bbox=[1126, 1179, 1237, 1198]
book-price: 2.— bbox=[1548, 316, 1570, 329]
book-price: Δρ. 6.— bbox=[1527, 76, 1570, 89]
book-title: Κομμουνιστικὴ Διεθνής bbox=[1306, 124, 1439, 137]
lt-hours1: Δέχεται ἄνδρας 9 - 12 π. μ. καὶ 5 - 8 μ. μ. bbox=[1320, 512, 1556, 523]
book-price: 1.— bbox=[1548, 300, 1570, 313]
kampa2-head: ΙΑΤΡΕΙΟΝ bbox=[1395, 719, 1481, 738]
neon-name: ΠΑΝΑΓΙΩΤΑΚΟΥ bbox=[409, 1834, 508, 1847]
small-ad-box bbox=[30, 478, 314, 564]
clinic-address: Νείρωνος 41 — Τηλέφ. 16-27. bbox=[96, 366, 248, 377]
surgery-head: ΚΛΙΝΙΚΗ ΝΟΣΗΜΑΤΩΝ bbox=[1112, 1951, 1250, 1964]
mavrodafni-ad bbox=[590, 1592, 1070, 1706]
article-paragraph: ...νά κυτάζει κάτι εἰς τὰς συγκεντρώσεις ἢ τὴν λέσχην, νὰ διαβάζῃ. Ὁ κομμουνιστὴς δὲν ἐπιτρέπει νὰ εἶναι ἡ γυναῖκα τὸ θῦμα τῆς ἀποκλειστικῆς οἰκιακῆς ἐργασίας. Ἡ κοινωνία πρέπει νὰ τὴν ἀπαλλάξῃ ἀπὸ τὰς οἰκιακὰς ἐργασίας. Ὁ ἀριθμὸς τῶν κοινῶν μαγειρείων, τῶν πλυντηρίων καὶ τῶν νηπιαγωγείων αὐξάνει διαρκῶς. Ἀλλὰ ἀκόμη ἀπέχει πολὺ ἀπὸ τὸ νὰ ἀπελευθερώσῃ τὴν γυναῖκα. bbox=[578, 194, 800, 377]
main-banner-text: ΔΙΚΑ ΜΑΣ ΚΑΙ ΞΕΝΑ bbox=[563, 33, 1057, 79]
doctor-head: Ο ΙΑΤΡΟΣ bbox=[30, 576, 142, 600]
bank-sub2: ΟΔΟΣ ΣΑΤΑΣΤΕΡΑ ΔΡΑΚΑΚΗ bbox=[1105, 1167, 1258, 1178]
feidiou-text: Ἡμερήσιον καὶ Ἑσπερινὸν Μονοτάξιον Τμῆμα Ἐμπορικῶν Σπουδῶν εἰς τὴν bbox=[1101, 1346, 1261, 1383]
louzidis-hours: 9—12 π. μ. καὶ 3-8 μ.μ. bbox=[107, 803, 237, 814]
lt-name: ΣΩΣΡ. Ι. ΛΟΥΤΖΙΔΗΣ bbox=[1342, 432, 1534, 452]
book-price: 1.50 bbox=[1545, 284, 1570, 297]
article-paragraph: Εἰς τὸ προλεταριάτον παρατηρεῖται αἰσθητὴ μεταβολὴ τοῦ χαρακτῆρος. Αἱ οἰκογενειακαὶ σχέσεις καὶ αἱ σχέσεις τῆς γυναικὸς καὶ τῶν παιδιῶν μεταβάλλονται. Μεγάλη προπαγάνδα διεξάγεται κατὰ τῶν συνηθειῶν τοῦ παλαιοῦ κόσμου, χαρακτηρίζουσα τὴν καθυστέρησιν, καὶ ἡ ἐπίδρασις τῶν νέων ἠθῶν διαδίδεται εἰς τὰ χωριὰ καὶ τὰς πόλεις. bbox=[1062, 358, 1284, 526]
bottom-workers-line: ΕΡΓΑΤΑΙ! ἀγοράζετε τόν «Ριζοσπάστην» bbox=[336, 2062, 1070, 2083]
book-price: 3.— bbox=[1548, 156, 1570, 169]
article-col-2 bbox=[578, 194, 799, 689]
book-list-item bbox=[1306, 123, 1570, 139]
sufferers-head: ΟΙ ΠΑΣΧΟΝΤΕΣ bbox=[30, 389, 156, 407]
masthead-subtitle: ΚΑΘΗΜΕΡΙΝΗ ΠΡΩΪΝΗ ΕΦΗΜΕΡΙΣ bbox=[78, 77, 266, 88]
ferro-china-ad bbox=[1078, 1610, 1284, 1940]
clinic-subtitle: Ἰατροῦ Ὀφθαλμολόγου bbox=[114, 311, 230, 322]
exanofeli-tagline: κατὰ τῶν ἑλωδῶν πυρετῶν bbox=[495, 1571, 573, 1629]
kampa-lady-role: Ἰατροῦ Γυναικολόγου bbox=[116, 1063, 228, 1074]
surgery-sub: ΕΓΧΕΙΡΗΣΕΙΣ ΚΑΙ ΘΕΡΑΠΕΙΑΙ bbox=[1093, 1965, 1269, 1978]
book-price: 3.— bbox=[1548, 124, 1570, 137]
book-title: Συνεργασία Βιομ. Ἐπιχειρήσεις bbox=[1306, 204, 1484, 217]
book-list-item bbox=[1306, 203, 1570, 219]
book-list-item bbox=[1306, 315, 1570, 331]
hernia-belts-head: ΚΗΛΕΠΙΔΕΣΜΟΙ bbox=[1317, 565, 1559, 598]
book-title: Τί εἶναι Σοσιαλισμὸς bbox=[1306, 236, 1426, 249]
article-kicker: ΕΙΣ ΤΗΝ ΧΩΡΑΝ ΤΩΝ ΣΟΒΙΕΤ bbox=[336, 90, 776, 114]
bookshop-head: ΣΟΣΙΑΛΙΣΤΙΚΟ ΒΙΒ. bbox=[1354, 24, 1522, 43]
workers-line: ΕΡΓΑΤΑΙ! ἀγοράζετε τόν «Ριζοσπάστην» bbox=[1324, 1256, 1552, 1267]
christou-address: Ὁδὸς 1ης Σεπτεμβρίου 6. bbox=[884, 1383, 1012, 1394]
article-part: Β'. bbox=[436, 194, 457, 209]
book-price: 1.— bbox=[1548, 268, 1570, 281]
book-title: Τὸ ἐξεγερθέν τοῦ Προλεταριάτου bbox=[1306, 188, 1492, 201]
feidiou-name2: ΚΑΙ ΕΜΠΟΡΙΟΥ bbox=[1089, 1442, 1273, 1467]
doctor-name: ΑΝΤ. Δ. ΧΑΤΖΑΝΤΩΝΑΚΗΣ bbox=[88, 613, 256, 626]
vaubry-ad bbox=[336, 1105, 582, 1455]
christou-text: Ἀναλόγως τοῦ Νόμου 2527 τοῦ σχετικοῦ Βασιλικοῦ Διατάγματος καὶ τῶν ἀπὸ 16ης Σεπτεμβρίου 1922 ἀποφάσεων τοῦ Ὑπουργείου Ἐθνικῆς Οἰκονομίας οἱ Κηλεπιδέσμοι τοῦ Ἐργοστασίου Χ. Χρήστου εἶναι οἱ μόνοι ἐγκεκριμένοι. Ἀλλὰ καὶ σεῖς ὅλοι οἱ πάσχοντες νὰ προτιμᾶτε τὰ προϊόντα ὅπου πωλοῦνται εἰς τὸ Ἐργοστάσιον καὶ εἰς τὰ φαρμακεῖα. Ἀμοιβὴ 1000 ΔΡΑΧΜΩΝ θὰ δίδεται εἰς ὅποιον ἀποδείξει ὅτι ὑπάρχουν καλλίτεροι. bbox=[598, 1292, 826, 1433]
vaubry-sub: ΕΦΘΑΣΕ ΝΕΑ ΠΑΡΑΓΓΕΛΙΑ bbox=[378, 1125, 539, 1138]
clinic-tag: ΝΕΑ ΚΛΙΝΙΚΗ bbox=[30, 264, 112, 275]
unions-head: ΣΩΜΑΤΕΙΑ bbox=[1362, 935, 1514, 965]
lt-hours2: Γυναῖκας 4 - 5 μ. μ. bbox=[1382, 525, 1494, 536]
book-list-item bbox=[1306, 139, 1570, 155]
